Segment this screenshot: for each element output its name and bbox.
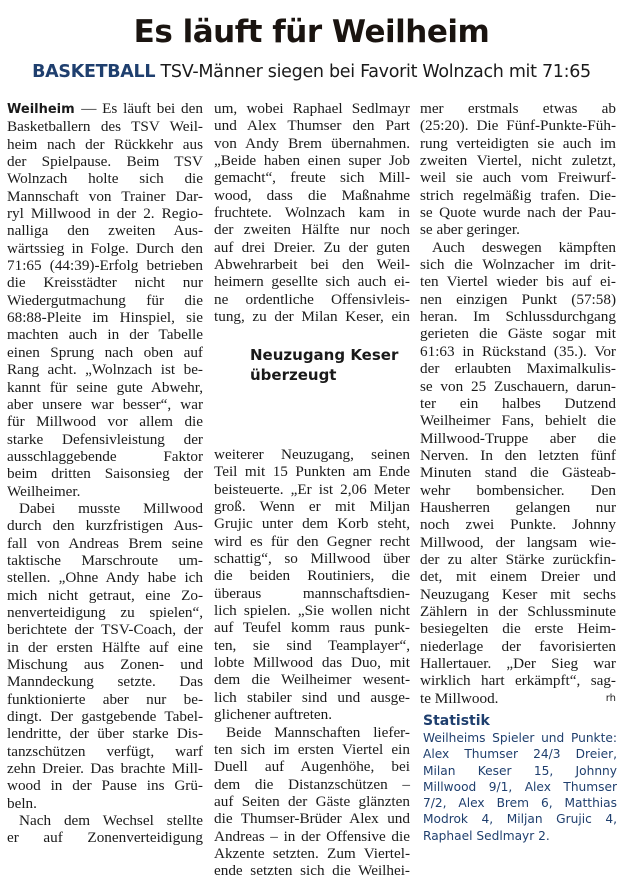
article-line-text: beisteuerte. „Er ist 2,06 Meter (214, 480, 410, 498)
article-line-text: Beide Mannschaften liefer- (226, 723, 410, 741)
article-line-text: tanzschützen verfügt, warf (7, 742, 203, 760)
article-line (214, 256, 410, 273)
article-line-text: Mannschaft von Trainer Dar- (7, 187, 203, 205)
article-line (420, 117, 616, 134)
article-line (7, 431, 203, 448)
article-line (214, 221, 410, 238)
article-line (214, 169, 410, 186)
article-line-text: wehr bombensicher. Den (420, 481, 616, 499)
article-line (214, 515, 410, 532)
article-line-text: te Millwood. (420, 689, 499, 707)
article-line-text: rung verteidigten sie auch im (420, 134, 616, 152)
article-line (214, 152, 410, 169)
article-line (214, 654, 410, 671)
article-line-text: tung, zu der Milan Keser, ein (214, 308, 410, 326)
article-line (7, 517, 203, 534)
article-line-text: heim nach der Rückkehr aus (7, 135, 203, 153)
article-line (214, 602, 410, 619)
article-line (420, 603, 616, 620)
article-line (7, 725, 203, 742)
article-line (214, 585, 410, 602)
article-line (214, 845, 410, 862)
article-line-text: Grujic unter dem Korb steht, (214, 515, 410, 533)
article-line (214, 758, 410, 775)
article-line-text: Minuten stand die Gästeab- (420, 464, 616, 482)
article-line-text: Millwood, der langsam wie- (420, 533, 616, 551)
article-line-text: der Spielpause. Beim TSV (7, 153, 203, 171)
article-line-text: ryl Millwood in der 2. Regio- (7, 205, 203, 223)
article-line-text: se aber geringer. (420, 221, 520, 239)
article-line-text: Wiedergutmachung für die (7, 291, 203, 309)
article-line (214, 533, 410, 550)
article-line (214, 481, 410, 498)
article-line (420, 135, 616, 152)
article-line (7, 587, 203, 604)
article-line (7, 396, 203, 413)
article-line (214, 135, 410, 152)
article-line (7, 795, 203, 812)
article-line (420, 256, 616, 273)
article-line (214, 567, 410, 584)
article-line (7, 656, 203, 673)
article-line (420, 551, 616, 568)
article-line (7, 604, 203, 621)
article-line (420, 412, 616, 429)
statistik-body: Weilheims Spieler und Punkte: Alex Thumser 24/3 Dreier, Milan Keser 15, Johnny Millwood 9/1, Alex Thumser 7/2, Alex Brem 6, Matthias Modrok 4, Miljan Grujic 4, Raphael Sedlmayr 2. (423, 731, 617, 843)
article-line (7, 621, 203, 638)
article-line (7, 569, 203, 586)
article-line-text: durch den kurzfristigen Aus- (7, 517, 203, 535)
article-line (7, 153, 203, 170)
article-line-text: det, mit einem Dreier und (420, 568, 616, 586)
article-line-text: die beiden Routiniers, die (214, 567, 410, 585)
article-line-text: ne ordentliche Offensivleis- (214, 290, 410, 308)
article-line-text: niederlage der favorisierten (420, 637, 616, 655)
article-line-text: gerieten die Gäste sogar mit (420, 325, 616, 343)
article-line (420, 690, 616, 707)
article-line-text: nalliga den zweiten Aus- (7, 222, 203, 240)
article-line-text: Wolnzach holte sich die (7, 170, 203, 188)
article-line (214, 689, 410, 706)
article-line-text: Weilheimer. (7, 482, 81, 500)
article-line-text: se von 25 Zuschauern, darun- (420, 377, 616, 395)
article-line (7, 188, 203, 205)
article-line (420, 655, 616, 672)
article-line-text: ten, sie sind Teamplayer“, (214, 636, 410, 654)
article-line-text: 61:63 in Rückstand (35.). Vor (420, 342, 616, 360)
article-line-text: ausschlaggebende Faktor (7, 447, 203, 465)
article-line-text: Zählern in der Schlussminute (420, 602, 616, 620)
article-line-text: der zweiten Hälfte nur noch (214, 221, 410, 239)
article-line-text: 68:88-Pleite im Hinspiel, sie (7, 309, 203, 327)
article-line-text: auf Teufel komm raus punk- (214, 619, 410, 637)
article-line-text: lich stabiler sind und ausge- (214, 688, 410, 706)
article-line (420, 499, 616, 516)
article-line-text: beim dritten Saisonsieg der (7, 465, 203, 483)
article-line-text: machten auch in der Tabelle (7, 326, 203, 344)
article-line-text: Mischung aus Zonen- und (7, 656, 203, 673)
article-line-text: Teil mit 15 Punkten am Ende (214, 463, 410, 481)
article-line-text: Basketballern des TSV Weil- (7, 118, 203, 136)
article-line-text: kannt für seine gute Abwehr, (7, 378, 203, 396)
article-line-text: ende setzten sich die Weilhei- (214, 862, 410, 880)
article-line-text: in der ersten Hälfte auf eine (7, 638, 203, 656)
article-line (214, 446, 410, 463)
article-line-text: lobte Millwood das Duo, mit (214, 654, 410, 672)
article-line (214, 291, 410, 308)
article-line (7, 309, 203, 326)
article-line (214, 117, 410, 134)
article-line (214, 793, 410, 810)
article-line (420, 464, 616, 481)
article-line (420, 378, 616, 395)
author-initials: rh (605, 692, 616, 704)
article-line-text: Rang acht. „Wolnzach ist be- (7, 361, 203, 379)
article-line (420, 447, 616, 464)
article-line (420, 620, 616, 637)
article-line-text: heimern gesellte sich auch ei- (214, 273, 410, 291)
article-line-text: noch zwei Punkte. Johnny (420, 516, 616, 534)
article-line (7, 413, 203, 430)
article-line (214, 862, 410, 879)
article-line (7, 100, 203, 118)
article-line (214, 637, 410, 654)
article-line-text: wärtssieg in Folge. Durch den (7, 239, 203, 257)
article-line (7, 673, 203, 690)
article-line (7, 760, 203, 777)
article-line (7, 708, 203, 725)
article-line (7, 777, 203, 794)
article-line-text: heran. Im Schlussdurchgang (420, 308, 616, 326)
article-line (420, 204, 616, 221)
article-line-text: fall von Andreas Brem seine (7, 534, 203, 552)
article-line-text: se Quote wurde nach der Pau- (420, 204, 616, 222)
article-line-text: ten Viertel wieder bis auf ei- (420, 273, 616, 291)
article-line-text: Manndeckung setzte. Das (7, 673, 203, 691)
article-line (7, 240, 203, 257)
article-line (420, 291, 616, 308)
article-line (7, 552, 203, 569)
article-line-text: Andreas – in der Offensive die (214, 827, 410, 845)
article-line (420, 273, 616, 290)
article-line (420, 343, 616, 360)
article-line-text: nenverteidigung zu spielen“, (7, 603, 203, 621)
article-line-text: „Beide haben einen super Job (214, 152, 410, 170)
article-line (214, 619, 410, 636)
article-line-text: dingt. Der gastgebende Tabel- (7, 708, 203, 726)
article-line-text: gemacht“, freute sich Mill- (214, 169, 410, 187)
article-line-text: groß. Wenn er mit Miljan (214, 498, 410, 516)
article-line (420, 187, 616, 204)
article-line-text: Abwehrarbeit bei den Weil- (214, 256, 410, 274)
article-line-text: — Es läuft bei den (81, 100, 203, 117)
article-line (214, 187, 410, 204)
article-line (7, 379, 203, 396)
article-line-text: einen Sprung nach oben auf (7, 343, 203, 361)
column-1 (7, 100, 203, 847)
article-line-text: Duell auf Augenhöhe, bei (214, 758, 410, 776)
article-line-text: dem die Weilheimer wesent- (214, 671, 410, 689)
column-3 (420, 100, 616, 707)
article-line-text: Akzente setzten. Zum Viertel- (214, 844, 410, 862)
article-line (420, 586, 616, 603)
article-line (214, 239, 410, 256)
article-line (7, 344, 203, 361)
article-line (420, 100, 616, 117)
article-line-text: weiterer Neuzugang, seinen (214, 446, 410, 463)
article-line-text: funktionierte aber nur be- (7, 690, 203, 708)
article-line (214, 741, 410, 758)
subline-text: TSV-Männer siegen bei Favorit Wolnzach mit 71:65 (160, 62, 591, 82)
article-line (420, 482, 616, 499)
article-line (420, 360, 616, 377)
article-line-text: auf drei Dreier. Zu der guten (214, 238, 410, 256)
article-line (7, 500, 203, 517)
article-line (214, 706, 410, 723)
article-line-text: für Millwood vor allem die (7, 413, 203, 431)
article-line-text: ten sich im ersten Viertel ein (214, 740, 410, 758)
column-2-top (214, 100, 410, 325)
article-line (7, 639, 203, 656)
article-line-text: mich nicht getraut, eine Zo- (7, 586, 203, 604)
article-line-text: dem die Distanzschützen – (214, 775, 410, 793)
article-line-text: fruchtete. Wolnzach kam in (214, 204, 410, 222)
article-line (7, 257, 203, 274)
article-line (7, 274, 203, 291)
kicker: BASKETBALL (32, 62, 156, 82)
article-line-text: lich spielen. „Sie wollen nicht (214, 602, 410, 620)
column-2-bottom (214, 446, 410, 880)
article-line (7, 170, 203, 187)
article-line (7, 448, 203, 465)
article-line-text: nen einzigen Punkt (57:58) (420, 290, 616, 308)
article-line-text: lendritte, der über starke Dis- (7, 725, 203, 743)
article-line (214, 100, 410, 117)
article-line-text: wird es für den Gegner recht (214, 532, 410, 550)
article-line-text: mer erstmals etwas ab (420, 100, 616, 117)
article-line-text: Millwood-Truppe aber die (420, 429, 616, 447)
article-line (214, 776, 410, 793)
article-line-text: weil sie auch vom Freiwurf- (420, 169, 616, 187)
article-line-text: überaus mannschaftsdien- (214, 584, 410, 602)
article-line (7, 535, 203, 552)
article-line-text: berichtete der TSV-Coach, der (7, 621, 203, 639)
article-line (420, 516, 616, 533)
article-line-text: sich die Wolnzacher im drit- (420, 256, 616, 274)
article-line-text: glichener auftreten. (214, 706, 333, 724)
article-line (214, 828, 410, 845)
article-line (7, 691, 203, 708)
article-line (420, 568, 616, 585)
article-line (7, 136, 203, 153)
article-line-text: Dabei musste Millwood (19, 499, 203, 517)
article-line (7, 205, 203, 222)
article-line-text: auf Seiten der Gäste glänzten (214, 792, 410, 810)
article-line (7, 465, 203, 482)
article-line-text: (25:20). Die Fünf-Punkte-Füh- (420, 117, 616, 135)
subline (0, 62, 623, 82)
article-line-text: von Andy Brem übernahmen. (214, 134, 410, 152)
article-line-text: 71:65 (44:39)-Erfolg betrieben (7, 257, 203, 275)
article-line-text: die Thumser-Brüder Alex und (214, 810, 410, 828)
article-line (7, 326, 203, 343)
article-line (214, 204, 410, 221)
statistik-title: Statistik (423, 713, 490, 729)
article-line-text: schattig“, so Millwood über (214, 550, 410, 568)
article-line (214, 550, 410, 567)
article-line-text: der erlaubten Maximalkulis- (420, 360, 616, 378)
article-line (7, 361, 203, 378)
article-line-text: und Alex Thumser den Part (214, 117, 410, 135)
article-line (7, 483, 203, 500)
article-line-text: zweiten Viertel, nicht zuletzt, (420, 152, 616, 170)
article-line (420, 308, 616, 325)
article-line (214, 498, 410, 515)
article-line (420, 169, 616, 186)
article-line-text: Hausherren gelangen nur (420, 498, 616, 516)
article-line-text: wirklich hart erkämpft“, sag- (420, 672, 616, 690)
article-line-text: Nerven. In den letzten fünf (420, 446, 616, 464)
article-line-text: wood, dass die Maßnahme (214, 186, 410, 204)
article-line (214, 273, 410, 290)
article-line (7, 829, 203, 846)
article-line (420, 395, 616, 412)
article-line-text: Weilheimer Fans, behielt die (420, 412, 616, 430)
article-line (7, 118, 203, 135)
article-line-text: er auf Zonenverteidigung (7, 829, 203, 847)
article-line (214, 463, 410, 480)
article-line-text: Neuzugang Keser mit sechs (420, 585, 616, 603)
article-line (420, 430, 616, 447)
article-line-text: wood in der Pause ins Grü- (7, 777, 203, 795)
dateline: Weilheim (7, 102, 82, 117)
article-line-text: besiegelten die erste Heim- (420, 620, 616, 638)
article-line (7, 222, 203, 239)
article-line-text: um, wobei Raphael Sedlmayr (214, 100, 410, 117)
article-line (420, 152, 616, 169)
article-line-text: Hallertauer. „Der Sieg war (420, 655, 616, 672)
headline: Es läuft für Weilheim (133, 14, 490, 50)
article-line (7, 292, 203, 309)
article-line (7, 812, 203, 829)
article-line (214, 810, 410, 827)
article-line-text: der zu alter Stärke zurückfin- (420, 550, 616, 568)
article-line (214, 724, 410, 741)
article-line (420, 638, 616, 655)
article-line (420, 534, 616, 551)
article-line (214, 308, 410, 325)
article-line-text: beln. (7, 794, 37, 812)
article-line-text: Auch deswegen kämpften (432, 238, 616, 256)
article-line-text: starke Defensivleistung der (7, 430, 203, 448)
article-line (214, 671, 410, 688)
article-line (7, 743, 203, 760)
article-line-text: Nach dem Wechsel stellte (19, 812, 203, 830)
article-line (420, 221, 616, 238)
article-line-text: strich regelmäßig trafen. Die- (420, 186, 616, 204)
article-line-text: ter ein halbes Dutzend (420, 394, 616, 412)
article-line-text: stellen. „Ohne Andy habe ich (7, 569, 203, 587)
article-line-text: zehn Dreier. Das brachte Mill- (7, 760, 203, 778)
article-line-text: taktische Marschroute um- (7, 551, 203, 569)
subheading: Neuzugang Keser überzeugt (250, 346, 399, 384)
article-line-text: die Kreisstädter nicht nur (7, 274, 203, 292)
article-line (420, 672, 616, 689)
article-line-text: aber unsere war besser“, war (7, 395, 203, 413)
article-line (420, 325, 616, 342)
article-line (420, 239, 616, 256)
